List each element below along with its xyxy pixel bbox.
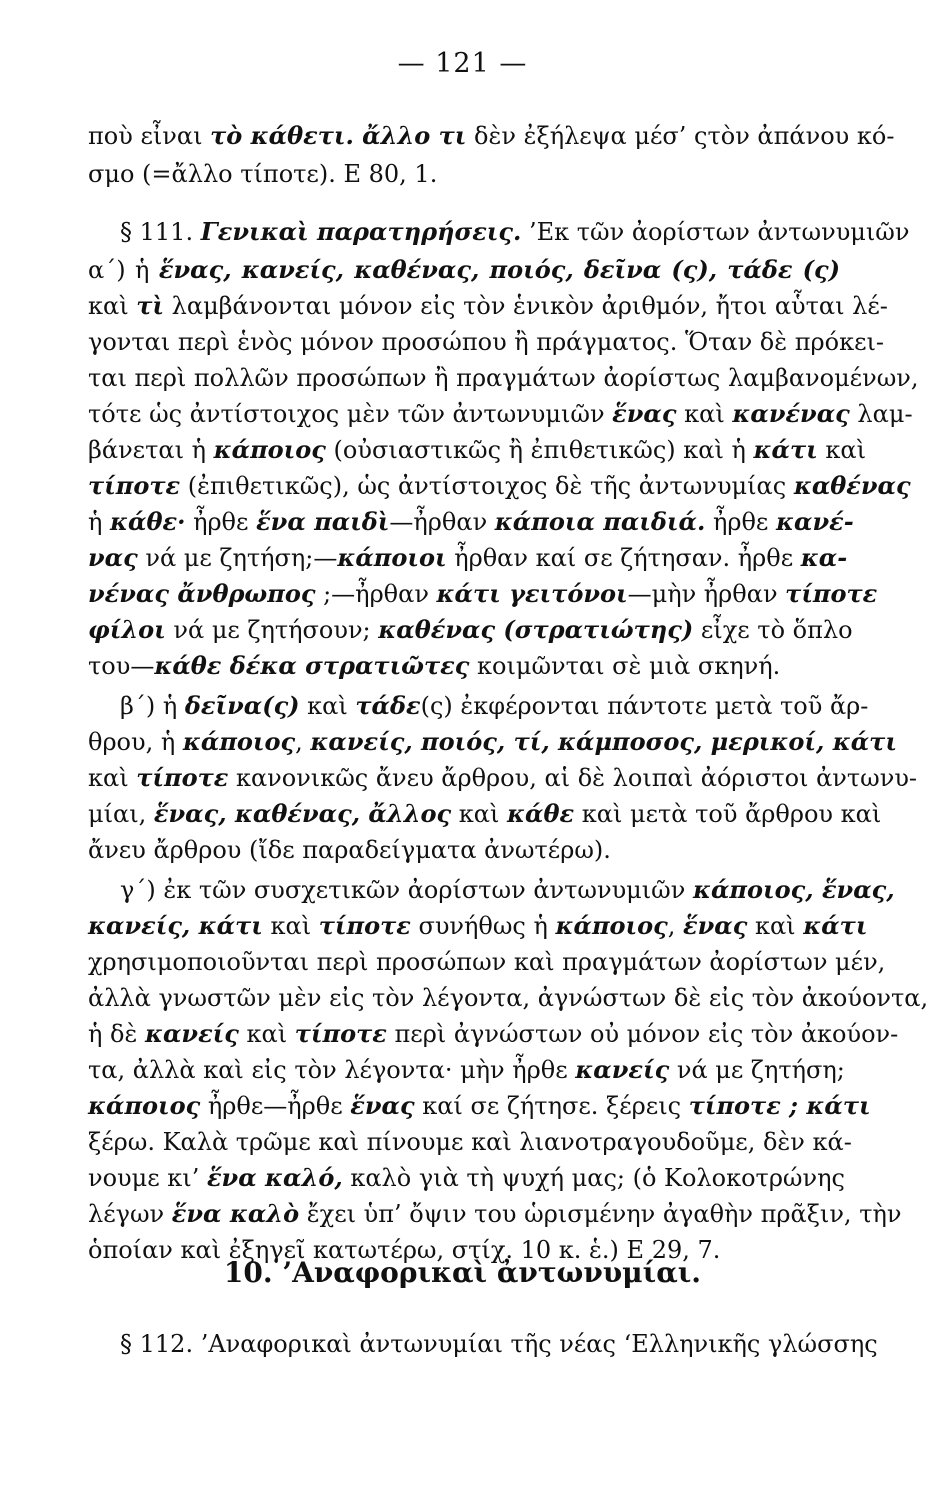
emphasized-term: τίποτε (785, 579, 878, 608)
text-run: ;—ἦρθαν (315, 580, 437, 608)
emphasized-term: ἕνα παιδὶ (256, 507, 390, 536)
text-run: καλὸ γιὰ τὴ ψυχή μας; (ὁ Κολοκοτρώνης (342, 1164, 845, 1192)
text-line (88, 432, 867, 468)
text-run: καὶ (88, 764, 137, 792)
emphasized-term: κανείς (144, 1019, 239, 1048)
text-run: καὶ (238, 1020, 295, 1048)
text-line (120, 688, 869, 724)
text-run: (ἐπιθετικῶς), ὡς ἀντίστοιχος δὲ τῆς ἀντωνυμίας (180, 472, 794, 500)
emphasized-term: κάποια παιδιά. (494, 507, 706, 536)
emphasized-term: κάποιοι (337, 543, 447, 572)
text-run: ται περὶ πολλῶν προσώπων ἢ πραγμάτων ἀορίστως λαμβανομένων, (88, 364, 919, 392)
emphasized-term: ἕνας (612, 399, 677, 428)
text-line (88, 980, 928, 1016)
text-run: ἦρθε (185, 508, 257, 536)
emphasized-term: κάποιος (213, 435, 326, 464)
text-line (88, 1160, 845, 1196)
text-line (120, 872, 895, 908)
emphasized-term: φίλοι (88, 615, 166, 644)
emphasized-term: κάθε δέκα στρατιῶτες (154, 651, 470, 680)
text-run: γ΄) ἐκ τῶν συσχετικῶν ἀορίστων ἀντωνυμιῶν (120, 876, 693, 904)
text-line (88, 612, 853, 648)
text-line (88, 1016, 899, 1052)
text-line (88, 1088, 871, 1124)
text-run: καὶ μετὰ τοῦ ἄρθρου καὶ (574, 800, 882, 828)
text-line (88, 796, 882, 832)
text-line (88, 1124, 852, 1160)
text-line (88, 396, 913, 432)
text-run: λαμ- (849, 400, 913, 428)
text-run: ἡ δὲ (88, 1020, 145, 1048)
text-run: νά με ζητήση; (669, 1056, 845, 1084)
text-run: ἦρθε (705, 508, 776, 536)
text-run: κοιμῶνται σὲ μιὰ σκηνή. (469, 652, 781, 680)
page-number: — 121 — (397, 48, 528, 79)
text-line (88, 118, 895, 154)
text-run: του— (88, 652, 155, 680)
text-run: καὶ (676, 400, 733, 428)
text-run: νά με ζητήση;— (137, 544, 338, 572)
text-run: καὶ (817, 436, 867, 464)
emphasized-term: τίποτε (136, 763, 229, 792)
emphasized-term: τίποτε (318, 911, 411, 940)
emphasized-term: ἕνα καλό, (206, 1163, 343, 1192)
emphasized-term: κάθε· (110, 507, 186, 536)
text-line (88, 648, 840, 684)
text-run: (ς) ἐκφέρονται πάντοτε μετὰ τοῦ ἄρ- (420, 692, 869, 720)
text-run: σμο (=ἄλλο τίποτε). Ε 80, 1. (88, 160, 438, 188)
emphasized-term: κα- (800, 543, 848, 572)
emphasized-term: κάποιος, ἕνας, (692, 875, 895, 904)
emphasized-term: ἕνας (683, 911, 748, 940)
text-line (88, 1196, 902, 1232)
text-line (120, 1326, 878, 1362)
text-run: χρησιμοποιοῦνται περὶ προσώπων καὶ πραγμάτων ἀορίστων μέν, (88, 948, 886, 976)
emphasized-term: κανείς, ποιός, τί, κάμποσος, μερικοί, κάτι (310, 727, 897, 756)
text-line (88, 1052, 845, 1088)
text-run: κανονικῶς ἄνευ ἄρθρου, αἱ δὲ λοιπαὶ ἀόριστοι ἀντωνυ- (228, 764, 918, 792)
text-run: ἄνευ ἄρθρου (ἴδε παραδείγματα ἀνωτέρω). (88, 836, 611, 864)
text-run: —μὴν ἦρθαν (627, 580, 786, 608)
emphasized-term: τίποτε (294, 1019, 387, 1048)
emphasized-term: κάτι γειτόνοι (436, 579, 628, 608)
text-line (88, 288, 888, 324)
text-run: § 111. (120, 218, 201, 246)
text-run: θρου, ἡ (88, 728, 183, 756)
text-line (88, 252, 840, 288)
text-line (88, 360, 919, 396)
text-run: νά με ζητήσουν; (165, 616, 379, 644)
text-run: τότε ὡς ἀντίστοιχος μὲν τῶν ἀντωνυμιῶν (88, 400, 613, 428)
text-line (88, 576, 878, 612)
text-run: καὶ (299, 692, 356, 720)
emphasized-term: νένας ἄνθρωπος (88, 579, 316, 608)
emphasized-term: κάτι (753, 435, 818, 464)
emphasized-term: τάδε (355, 691, 421, 720)
emphasized-term: κάτι (803, 911, 868, 940)
text-run: καὶ (451, 800, 508, 828)
text-run: ὁποίαν καὶ ἐξηγεῖ κατωτέρω, στίχ. 10 κ. ἑ.) Ε 29, 7. (88, 1236, 721, 1264)
text-line (88, 468, 911, 504)
text-run: ἔχει ὑπ’ ὄψιν του ὡρισμένην ἀγαθὴν πρᾶξιν, τὴν (299, 1200, 902, 1228)
text-run: ποὺ εἶναι (88, 122, 211, 150)
emphasized-term: κάθε (507, 799, 575, 828)
text-run: ξέρω. Καλὰ τρῶμε καὶ πίνουμε καὶ λιανοτραγουδοῦμε, δὲν κά- (88, 1128, 852, 1156)
text-run: λαμβάνονται μόνον εἰς τὸν ἑνικὸν ἀριθμόν, ἤτοι αὗται λέ- (164, 292, 888, 320)
text-run: , (667, 912, 684, 940)
emphasized-term: ἕνας, καθένας, ἄλλος (153, 799, 452, 828)
emphasized-term: τίποτε ; κάτι (688, 1091, 871, 1120)
text-run: , (295, 728, 311, 756)
text-line (88, 908, 868, 944)
text-run: βάνεται ἡ (88, 436, 214, 464)
text-run: καὶ (88, 292, 137, 320)
text-line (88, 832, 840, 868)
emphasized-term: κανέ- (776, 507, 854, 536)
emphasized-term: κάποιος (182, 727, 296, 756)
text-run: —ἦρθαν (389, 508, 495, 536)
emphasized-term: νας (88, 543, 138, 572)
emphasized-term: κανείς (575, 1055, 670, 1084)
text-run: νουμε κι’ (88, 1164, 207, 1192)
text-run: συνήθως ἡ (410, 912, 556, 940)
text-line (88, 760, 918, 796)
emphasized-term: καθένας (στρατιώτης) (378, 615, 694, 644)
text-run: λέγων (88, 1200, 172, 1228)
text-run: γονται περὶ ἑνὸς μόνον προσώπου ἢ πράγματος. Ὅταν δὲ πρόκει- (88, 328, 885, 356)
text-run: § 112. ’Αναφορικαὶ ἀντωνυμίαι τῆς νέας ‘Ελληνικῆς γλώσσης (120, 1330, 878, 1358)
emphasized-term: κάποιος (88, 1091, 201, 1120)
emphasized-term: τὶ (136, 291, 165, 320)
emphasized-term: τίποτε (88, 471, 181, 500)
text-run: δὲν ἐξήλεψα μέσ’ ςτὸν ἀπάνου κό- (466, 122, 895, 150)
emphasized-term: κανένας (732, 399, 850, 428)
emphasized-term: δεῖνα(ς) (184, 691, 300, 720)
text-run: (οὐσιαστικῶς ἢ ἐπιθετικῶς) καὶ ἡ (325, 436, 754, 464)
emphasized-term: καθένας (793, 471, 911, 500)
text-run: ’Εκ τῶν ἀορίστων ἀντωνυμιῶν (521, 218, 910, 246)
text-line (88, 156, 840, 192)
text-line (88, 324, 885, 360)
emphasized-term: κανείς, κάτι (88, 911, 263, 940)
text-run: καὶ (262, 912, 319, 940)
text-line (88, 944, 886, 980)
text-run: καὶ (747, 912, 804, 940)
text-run: ἡ (88, 508, 111, 536)
emphasized-term: ἕνα καλὸ (171, 1199, 300, 1228)
emphasized-term: κάποιος (555, 911, 668, 940)
text-run: ἦρθε—ἦρθε (200, 1092, 351, 1120)
text-run: β΄) ἡ (120, 692, 185, 720)
text-run: καί σε ζήτησε. ξέρεις (414, 1092, 689, 1120)
text-run: μίαι, (88, 800, 154, 828)
text-run: ἦρθαν καί σε ζήτησαν. ἦρθε (446, 544, 801, 572)
text-run: τα, ἀλλὰ καὶ εἰς τὸν λέγοντα· μὴν ἦρθε (88, 1056, 576, 1084)
emphasized-term: τὸ κάθετι. ἄλλο τι (210, 121, 467, 150)
text-line (88, 540, 848, 576)
emphasized-term: ἕνας, κανείς, καθένας, ποιός, δεῖνα (ς), τάδε (ς) (158, 255, 840, 284)
text-run: ἀλλὰ γνωστῶν μὲν εἰς τὸν λέγοντα, ἀγνώστων δὲ εἰς τὸν ἀκούοντα, (88, 984, 928, 1012)
emphasized-term: ἕνας (350, 1091, 415, 1120)
text-line (88, 724, 897, 760)
text-line (120, 214, 910, 250)
text-run: εἶχε τὸ ὅπλο (693, 616, 853, 644)
text-run: περὶ ἀγνώστων οὐ μόνον εἰς τὸν ἀκούον- (386, 1020, 899, 1048)
section-heading: 10. ’Αναφορικαὶ ἀντωνυμίαι. (223, 1256, 702, 1289)
text-line (88, 504, 854, 540)
text-run: α΄) ἡ (88, 256, 159, 284)
emphasized-term: Γενικαὶ παρατηρήσεις. (200, 217, 522, 246)
